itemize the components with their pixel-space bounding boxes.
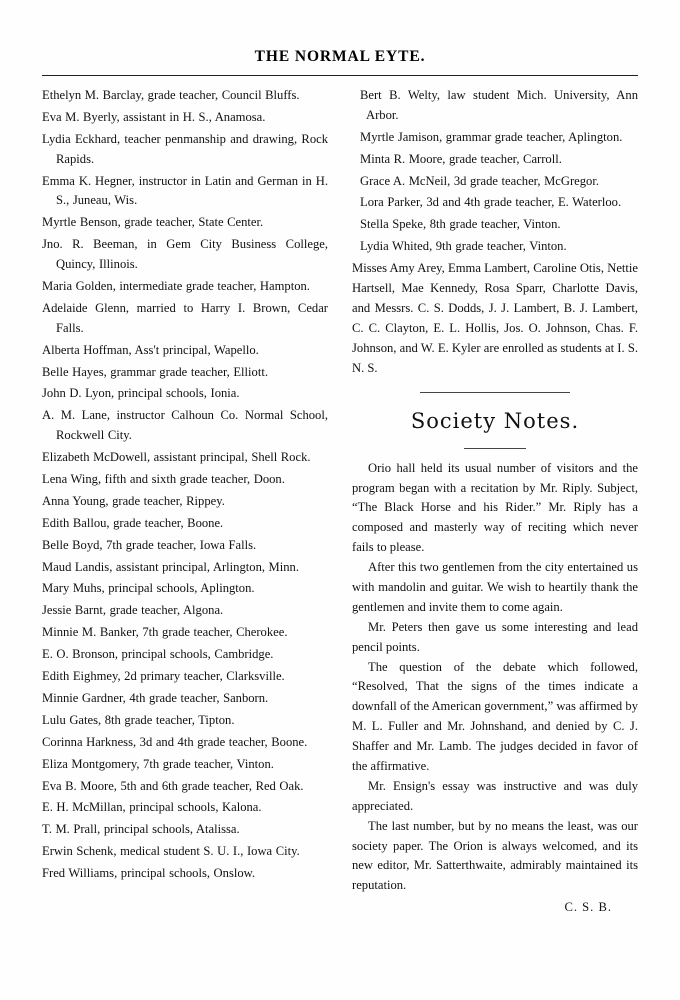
list-item: E. O. Bronson, principal schools, Cambridge.: [42, 647, 274, 662]
list-item: Lora Parker, 3d and 4th grade teacher, E. Waterloo.: [360, 195, 622, 210]
list-item: Eva B. Moore, 5th and 6th grade teacher, Red Oak.: [42, 778, 304, 793]
paragraph: After this two gentlemen from the city entertained us with mandolin and guitar. We wish to heartily thank the gentlemen and invite them to come again.: [352, 560, 638, 614]
list-item: Edith Ballou, grade teacher, Boone.: [42, 515, 224, 530]
list-item: Elizabeth McDowell, assistant principal, Shell Rock.: [42, 450, 311, 465]
paragraph: Mr. Peters then gave us some interesting and lead pencil points.: [352, 619, 638, 654]
list-item: Anna Young, grade teacher, Rippey.: [42, 493, 225, 508]
list-item: Minta R. Moore, grade teacher, Carroll.: [360, 151, 562, 166]
header-divider: [42, 75, 638, 76]
list-item: Myrtle Jamison, grammar grade teacher, Aplington.: [360, 129, 623, 144]
list-item: Eva M. Byerly, assistant in H. S., Anamosa.: [42, 109, 266, 124]
list-item: Ethelyn M. Barclay, grade teacher, Council Bluffs.: [42, 88, 300, 102]
list-item: T. M. Prall, principal schools, Atalissa.: [42, 822, 240, 837]
list-item: Stella Speke, 8th grade teacher, Vinton.: [360, 217, 561, 232]
list-item: Maud Landis, assistant principal, Arlington, Minn.: [42, 559, 299, 574]
left-column: [42, 86, 328, 886]
list-item: Lena Wing, fifth and sixth grade teacher, Doon.: [42, 472, 285, 487]
paragraph: Orio hall held its usual number of visitors and the program began with a recitation by Mr. Riply. Subject, “The Black Horse and his Rider.” Mr. Riply has a composed and masterly way of reciting which never fails to please.: [352, 460, 638, 555]
two-column-body: [42, 86, 638, 931]
list-item: Mary Muhs, principal schools, Aplington.: [42, 581, 255, 596]
list-item: Corinna Harkness, 3d and 4th grade teacher, Boone.: [42, 734, 308, 749]
list-item: Maria Golden, intermediate grade teacher, Hampton.: [42, 279, 310, 294]
list-item: Lydia Whited, 9th grade teacher, Vinton.: [360, 239, 567, 254]
section-underline: [464, 448, 526, 449]
enrolled-students-paragraph: Misses Amy Arey, Emma Lambert, Caroline Otis, Nettie Hartsell, Mae Kennedy, Rosa Sparr, Charlotte Davis, and Messrs. C. S. Dodds, J. J. Lambert, B. J. Lambert, C. C. Clayton, E. L. Hollis, Jos. O. Johnson, Chas. F. Johnson, and W. E. Kyler are enrolled as students at I. S. N. S.: [352, 261, 638, 375]
list-item: A. M. Lane, instructor Calhoun Co. Normal School, Rockwell City.: [42, 408, 328, 443]
paragraph: Mr. Ensign's essay was instructive and was duly appreciated.: [352, 778, 638, 813]
list-item: Belle Boyd, 7th grade teacher, Iowa Falls.: [42, 537, 257, 552]
list-item: Grace A. McNeil, 3d grade teacher, McGregor.: [360, 173, 599, 188]
paragraph: The last number, but by no means the least, was our society paper. The Orion is always welcomed, and its new editor, Mr. Satterthwaite, admirably maintained its reputation.: [352, 818, 638, 893]
list-item: John D. Lyon, principal schools, Ionia.: [42, 386, 240, 401]
list-item: Minnie Gardner, 4th grade teacher, Sanborn.: [42, 690, 269, 705]
list-item: E. H. McMillan, principal schools, Kalona.: [42, 800, 262, 815]
list-item: Bert B. Welty, law student Mich. University, Ann Arbor.: [360, 88, 638, 122]
section-divider: [420, 392, 570, 393]
page-title: THE NORMAL EYTE.: [254, 48, 426, 65]
section-heading: Society Notes.: [410, 409, 580, 434]
list-item: Lydia Eckhard, teacher penmanship and drawing, Rock Rapids.: [42, 131, 328, 166]
list-item: Myrtle Benson, grade teacher, State Center.: [42, 215, 264, 230]
list-item: Jessie Barnt, grade teacher, Algona.: [42, 603, 224, 618]
list-item: Alberta Hoffman, Ass't principal, Wapello.: [42, 342, 259, 357]
list-item: Fred Williams, principal schools, Onslow.: [42, 866, 256, 881]
paragraph: The question of the debate which followed, “Resolved, That the signs of the times indicate a downfall of the American government,” was affirmed by M. L. Fuller and Mr. Johnshand, and denied by C. J. Shaffer and Mr. Lamb. The judges decided in favor of the affirmative.: [352, 659, 638, 773]
signoff-initials: C. S. B.: [564, 900, 612, 915]
list-item: Jno. R. Beeman, in Gem City Business College, Quincy, Illinois.: [42, 237, 328, 272]
list-item: Adelaide Glenn, married to Harry I. Brown, Cedar Falls.: [42, 300, 328, 335]
list-item: Erwin Schenk, medical student S. U. I., Iowa City.: [42, 844, 300, 859]
right-column: [352, 86, 638, 931]
list-item: Eliza Montgomery, 7th grade teacher, Vinton.: [42, 756, 274, 771]
list-item: Lulu Gates, 8th grade teacher, Tipton.: [42, 712, 235, 727]
list-item: Edith Eighmey, 2d primary teacher, Clarksville.: [42, 669, 285, 684]
list-item: Belle Hayes, grammar grade teacher, Elliott.: [42, 364, 268, 379]
list-item: Emma K. Hegner, instructor in Latin and German in H. S., Juneau, Wis.: [42, 173, 328, 208]
list-item: Minnie M. Banker, 7th grade teacher, Cherokee.: [42, 625, 288, 640]
